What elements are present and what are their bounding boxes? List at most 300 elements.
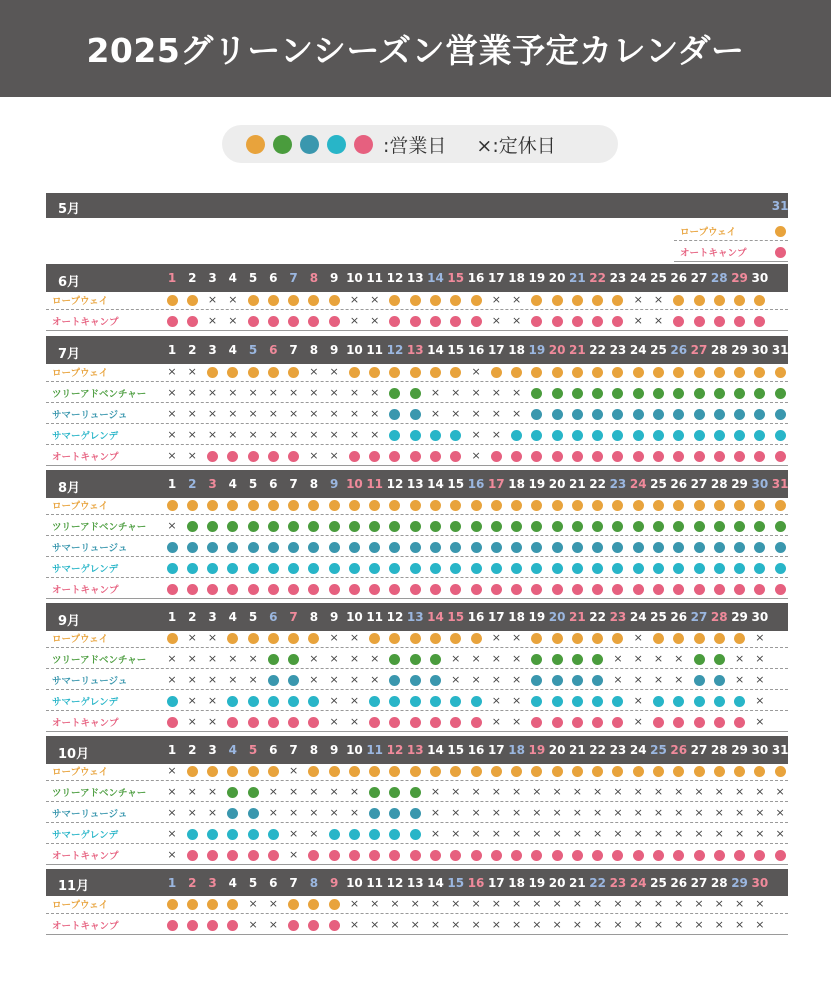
closed-day-mark: ×: [167, 428, 177, 441]
open-day-dot: [389, 808, 400, 819]
day-number: 30: [751, 743, 769, 757]
open-day-dot: [308, 850, 319, 861]
day-number: 19: [528, 610, 546, 624]
day-number: 26: [670, 743, 688, 757]
open-day-dot: [531, 633, 542, 644]
closed-day-mark: ×: [309, 428, 319, 441]
closed-day-mark: ×: [329, 652, 339, 665]
closed-day-mark: ×: [309, 407, 319, 420]
open-day-dot: [268, 451, 279, 462]
closed-day-mark: ×: [674, 918, 684, 931]
closed-day-mark: ×: [613, 827, 623, 840]
open-day-dot: [633, 367, 644, 378]
day-number: 3: [208, 610, 217, 624]
day-number: 24: [629, 875, 647, 890]
closed-day-mark: ×: [491, 806, 501, 819]
open-day-dot: [653, 850, 664, 861]
row-divider: [46, 822, 788, 823]
open-day-dot: [592, 295, 603, 306]
open-day-dot: [430, 295, 441, 306]
closed-day-mark: ×: [491, 428, 501, 441]
open-day-dot: [612, 633, 623, 644]
closed-day-mark: ×: [228, 293, 238, 306]
day-number: 20: [548, 477, 566, 491]
closed-day-mark: ×: [653, 293, 664, 306]
closed-day-mark: ×: [491, 631, 501, 644]
closed-day-mark: ×: [430, 918, 441, 931]
day-number: 27: [690, 610, 708, 624]
day-number: 26: [670, 610, 688, 624]
open-day-dot: [775, 563, 786, 574]
closed-day-mark: ×: [491, 386, 501, 399]
open-day-dot: [308, 696, 319, 707]
open-day-dot: [511, 766, 522, 777]
attraction-label-camp: オートキャンプ: [680, 248, 747, 259]
open-day-dot: [633, 409, 644, 420]
closed-day-mark: ×: [349, 428, 360, 441]
open-day-dot: [491, 367, 502, 378]
closed-day-mark: ×: [532, 785, 542, 798]
day-number: 19: [528, 477, 546, 491]
open-day-dot: [491, 584, 502, 595]
closed-day-mark: ×: [207, 715, 218, 728]
open-day-dot: [268, 654, 279, 665]
open-day-dot: [268, 850, 279, 861]
open-day-dot: [308, 521, 319, 532]
open-day-dot: [734, 295, 745, 306]
day-number: 15: [447, 743, 465, 757]
open-day-dot: [491, 563, 502, 574]
closed-day-mark: ×: [370, 428, 380, 441]
open-day-dot: [592, 584, 603, 595]
closed-day-mark: ×: [187, 785, 197, 798]
closed-day-mark: ×: [694, 827, 704, 840]
open-day-dot: [167, 542, 178, 553]
day-number: 4: [228, 875, 237, 890]
open-day-dot: [389, 316, 400, 327]
day-number: 22: [589, 343, 606, 357]
closed-day-mark: ×: [471, 386, 481, 399]
open-day-dot: [389, 367, 400, 378]
row-divider: [46, 934, 788, 935]
open-day-dot: [714, 675, 725, 686]
open-day-dot: [268, 766, 279, 777]
open-day-dot: [754, 367, 765, 378]
closed-day-mark: ×: [167, 365, 177, 378]
open-day-dot: [227, 563, 238, 574]
closed-day-mark: ×: [511, 694, 522, 707]
open-day-dot: [329, 850, 340, 861]
open-day-dot: [572, 696, 583, 707]
day-number: 27: [690, 875, 708, 890]
closed-day-mark: ×: [734, 897, 745, 910]
open-day-dot: [450, 633, 461, 644]
open-day-dot: [430, 367, 441, 378]
open-day-dot: [248, 850, 259, 861]
row-divider: [674, 261, 788, 262]
day-number: 17: [487, 875, 505, 890]
day-number: 5: [248, 743, 258, 757]
open-day-dot: [430, 542, 441, 553]
day-number: 4: [228, 477, 237, 491]
open-day-dot: [775, 430, 786, 441]
open-day-dot: [167, 584, 178, 595]
open-day-dot: [369, 717, 380, 728]
closed-day-mark: ×: [187, 631, 197, 644]
closed-day-mark: ×: [248, 673, 258, 686]
open-day-dot: [592, 717, 603, 728]
open-day-dot: [572, 430, 583, 441]
closed-day-mark: ×: [775, 806, 785, 819]
day-number: 3: [208, 477, 217, 491]
open-day-dot: [410, 696, 421, 707]
closed-day-mark: ×: [268, 428, 278, 441]
day-number: 25: [650, 743, 667, 757]
open-day-dot: [207, 367, 218, 378]
open-day-dot: [248, 584, 259, 595]
open-day-dot: [329, 500, 340, 511]
open-day-dot: [694, 654, 705, 665]
day-number: 5: [248, 875, 258, 890]
open-day-dot: [714, 850, 725, 861]
closed-day-mark: ×: [349, 918, 360, 931]
open-day-dot: [410, 500, 421, 511]
closed-day-mark: ×: [289, 785, 299, 798]
closed-day-mark: ×: [167, 848, 177, 861]
open-day-dot: [531, 654, 542, 665]
open-day-dot: [734, 451, 745, 462]
day-number: 15: [447, 271, 465, 285]
open-day-dot: [552, 675, 563, 686]
open-day-dot: [471, 500, 482, 511]
open-day-dot: [734, 584, 745, 595]
closed-day-mark: ×: [167, 673, 177, 686]
open-day-dot: [227, 920, 238, 931]
closed-day-mark: ×: [491, 407, 501, 420]
open-day-dot: [531, 542, 542, 553]
open-day-dot: [248, 808, 259, 819]
open-day-dot: [268, 295, 279, 306]
month-header-bar: [46, 193, 788, 218]
open-day-dot: [349, 521, 360, 532]
open-day-dot: [227, 829, 238, 840]
closed-day-mark: ×: [451, 918, 461, 931]
closed-day-mark: ×: [552, 806, 562, 819]
open-day-dot: [410, 808, 421, 819]
open-day-dot: [248, 542, 259, 553]
open-day-dot: [410, 316, 421, 327]
day-number: 22: [589, 743, 606, 757]
open-day-dot: [187, 521, 198, 532]
day-number: 18: [508, 271, 525, 285]
open-day-dot: [714, 696, 725, 707]
open-day-dot: [389, 787, 400, 798]
day-number: 25: [650, 610, 667, 624]
open-day-dot: [389, 633, 400, 644]
closed-day-mark: ×: [714, 897, 724, 910]
day-number: 19: [528, 271, 546, 285]
closed-day-mark: ×: [349, 694, 360, 707]
open-day-dot: [430, 717, 441, 728]
day-number: 24: [629, 610, 647, 624]
attraction-label-gelande: サマーゲレンデ: [52, 697, 119, 708]
row-divider: [46, 535, 788, 536]
open-day-dot: [167, 563, 178, 574]
closed-day-mark: ×: [187, 449, 197, 462]
day-number: 17: [487, 477, 505, 491]
attraction-label-tree: ツリーアドベンチャー: [52, 788, 147, 799]
legend-closed-label: ×:定休日: [476, 134, 556, 157]
open-day-dot: [694, 316, 705, 327]
closed-day-mark: ×: [207, 631, 218, 644]
open-day-dot: [714, 367, 725, 378]
open-day-dot: [329, 295, 340, 306]
day-number: 10: [346, 477, 363, 491]
open-day-dot: [612, 542, 623, 553]
closed-day-mark: ×: [207, 386, 218, 399]
closed-day-mark: ×: [268, 897, 278, 910]
closed-day-mark: ×: [471, 673, 481, 686]
open-day-dot: [430, 766, 441, 777]
closed-day-mark: ×: [471, 365, 481, 378]
open-day-dot: [349, 542, 360, 553]
day-number: 15: [447, 610, 465, 624]
open-day-dot: [673, 388, 684, 399]
open-day-dot: [369, 829, 380, 840]
open-day-dot: [308, 542, 319, 553]
open-day-dot: [612, 584, 623, 595]
open-day-dot: [633, 850, 644, 861]
day-number: 18: [508, 743, 525, 757]
open-day-dot: [734, 409, 745, 420]
closed-day-mark: ×: [207, 407, 218, 420]
open-day-dot: [491, 451, 502, 462]
open-day-dot: [531, 584, 542, 595]
closed-day-mark: ×: [430, 407, 441, 420]
day-number: 28: [710, 610, 728, 624]
closed-day-mark: ×: [653, 806, 664, 819]
closed-day-mark: ×: [329, 785, 339, 798]
closed-day-mark: ×: [572, 806, 582, 819]
day-number: 21: [569, 343, 586, 357]
open-day-dot: [734, 430, 745, 441]
closed-day-mark: ×: [167, 827, 177, 840]
closed-day-mark: ×: [491, 827, 501, 840]
open-day-dot: [734, 766, 745, 777]
open-day-dot: [754, 500, 765, 511]
open-day-dot: [227, 808, 238, 819]
open-day-dot: [248, 633, 259, 644]
open-day-dot: [288, 367, 299, 378]
attraction-label-ropeway: ロープウェイ: [52, 368, 109, 379]
closed-day-mark: ×: [329, 673, 339, 686]
closed-day-mark: ×: [755, 806, 765, 819]
day-number: 25: [650, 271, 667, 285]
closed-day-mark: ×: [511, 652, 522, 665]
open-day-dot: [653, 409, 664, 420]
closed-day-mark: ×: [471, 652, 481, 665]
open-day-dot: [552, 316, 563, 327]
closed-day-mark: ×: [329, 449, 339, 462]
closed-day-mark: ×: [572, 897, 582, 910]
open-day-dot: [410, 584, 421, 595]
open-day-dot: [775, 409, 786, 420]
open-day-dot: [450, 295, 461, 306]
open-day-dot: [450, 696, 461, 707]
closed-day-mark: ×: [491, 715, 501, 728]
open-day-dot: [187, 563, 198, 574]
open-day-dot: [471, 521, 482, 532]
day-number: 4: [228, 343, 237, 357]
row-divider: [46, 864, 788, 865]
day-number: 4: [228, 271, 237, 285]
open-day-dot: [268, 675, 279, 686]
closed-day-mark: ×: [207, 293, 218, 306]
open-day-dot: [410, 717, 421, 728]
day-number: 3: [208, 271, 217, 285]
open-day-dot: [592, 430, 603, 441]
day-number: 6: [269, 743, 278, 757]
open-day-dot: [288, 717, 299, 728]
closed-day-mark: ×: [187, 694, 197, 707]
open-day-dot: [167, 295, 178, 306]
attraction-label-ropeway: ロープウェイ: [680, 227, 737, 238]
open-day-dot: [633, 542, 644, 553]
open-day-dot: [471, 717, 482, 728]
closed-day-mark: ×: [451, 652, 461, 665]
open-day-dot: [450, 367, 461, 378]
closed-day-mark: ×: [552, 827, 562, 840]
open-day-dot: [653, 584, 664, 595]
open-day-dot: [572, 542, 583, 553]
day-number: 27: [690, 477, 708, 491]
open-day-dot: [511, 521, 522, 532]
open-day-dot: [714, 563, 725, 574]
open-day-dot: [612, 696, 623, 707]
open-day-dot: [248, 451, 259, 462]
open-day-dot: [207, 829, 218, 840]
open-day-dot: [694, 388, 705, 399]
open-day-dot: [653, 388, 664, 399]
day-number: 18: [508, 875, 525, 890]
day-number: 30: [751, 610, 769, 624]
open-day-dot: [673, 633, 684, 644]
open-day-dot: [329, 920, 340, 931]
open-day-dot: [531, 500, 542, 511]
open-day-dot: [754, 766, 765, 777]
closed-day-mark: ×: [410, 897, 420, 910]
open-day-dot: [167, 717, 178, 728]
day-number: 17: [487, 343, 505, 357]
closed-day-mark: ×: [370, 407, 380, 420]
open-day-dot: [572, 850, 583, 861]
closed-day-mark: ×: [572, 827, 582, 840]
closed-day-mark: ×: [329, 715, 339, 728]
open-day-dot: [653, 521, 664, 532]
open-day-dot: [694, 675, 705, 686]
closed-day-mark: ×: [653, 652, 664, 665]
open-day-dot: [167, 899, 178, 910]
closed-day-mark: ×: [755, 631, 765, 644]
open-day-dot: [491, 766, 502, 777]
open-day-dot: [714, 542, 725, 553]
day-number: 14: [427, 743, 444, 757]
open-day-dot: [187, 542, 198, 553]
day-number: 10: [346, 875, 363, 890]
day-number: 1: [167, 271, 177, 285]
open-day-dot: [471, 584, 482, 595]
month-title: 10月: [58, 746, 90, 762]
day-number: 7: [289, 343, 298, 357]
attraction-label-luge: サマーリュージュ: [52, 410, 128, 421]
open-day-dot: [653, 633, 664, 644]
closed-day-mark: ×: [491, 293, 501, 306]
open-day-dot: [389, 563, 400, 574]
closed-day-mark: ×: [329, 694, 339, 707]
closed-day-mark: ×: [228, 673, 238, 686]
day-number: 20: [548, 343, 566, 357]
closed-day-mark: ×: [228, 314, 238, 327]
open-day-dot: [329, 766, 340, 777]
closed-day-mark: ×: [451, 785, 461, 798]
day-number: 15: [447, 875, 465, 890]
closed-day-mark: ×: [734, 806, 745, 819]
month-title: 11月: [58, 879, 90, 894]
day-number: 11: [366, 610, 384, 624]
open-day-dot: [288, 451, 299, 462]
closed-day-mark: ×: [167, 407, 177, 420]
open-day-dot: [694, 584, 705, 595]
open-day-dot: [410, 367, 421, 378]
open-day-dot: [552, 584, 563, 595]
open-day-dot: [207, 451, 218, 462]
attraction-label-tree: ツリーアドベンチャー: [52, 389, 147, 400]
closed-day-mark: ×: [430, 827, 441, 840]
open-day-dot: [450, 316, 461, 327]
closed-day-mark: ×: [289, 827, 299, 840]
row-divider: [46, 647, 788, 648]
open-day-dot: [673, 696, 684, 707]
open-day-dot: [552, 542, 563, 553]
closed-day-mark: ×: [511, 407, 522, 420]
open-day-dot: [248, 787, 259, 798]
day-number: 18: [508, 477, 525, 491]
day-number: 26: [670, 343, 688, 357]
open-day-dot: [714, 430, 725, 441]
open-day-dot: [207, 766, 218, 777]
open-day-dot: [369, 563, 380, 574]
open-day-dot: [450, 850, 461, 861]
open-day-dot: [308, 584, 319, 595]
day-number: 10: [346, 343, 363, 357]
day-number: 13: [406, 271, 424, 285]
open-day-dot: [389, 521, 400, 532]
open-day-dot: [369, 633, 380, 644]
open-day-dot: [187, 584, 198, 595]
day-number: 14: [427, 477, 444, 491]
open-day-dot: [592, 766, 603, 777]
open-day-dot: [167, 920, 178, 931]
row-divider: [46, 668, 788, 669]
closed-day-mark: ×: [187, 407, 197, 420]
closed-day-mark: ×: [613, 897, 623, 910]
closed-day-mark: ×: [471, 449, 481, 462]
open-day-dot: [227, 521, 238, 532]
day-number: 29: [731, 875, 748, 890]
open-day-dot: [531, 388, 542, 399]
open-day-dot: [653, 542, 664, 553]
open-day-dot: [511, 584, 522, 595]
